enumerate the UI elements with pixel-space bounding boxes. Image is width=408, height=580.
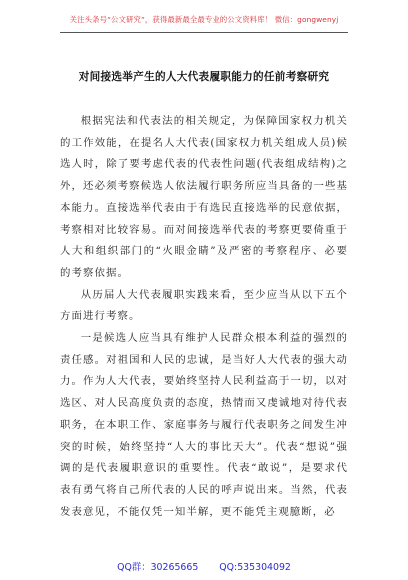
paragraph-point-one: 一是候选人应当具有维护人民群众根本利益的强烈的责任感。对祖国和人民的忠诚，是当好人大代表的强大动力。作为人大代表，要始终坚持人民利益高于一切，以对选区、对人民高度负责的态度，热情而又虔诚地对待代表职务，在本职工作、家庭事务与履行代表职务之间发生冲突的时候，始终坚持“人大的事比天大”。代表“想说”强调的是代表履职意识的重要性。代表“敢说”，是要求代表有勇气将自己所代表的人民的呼声说出来。当然，代表发表意见，不能仅凭一知半解，更不能凭主观臆断，必 <box>60 332 348 518</box>
header-divider <box>60 32 348 33</box>
document-body <box>60 111 348 523</box>
footer-qq: QQ:535304092 <box>219 562 291 573</box>
footer-qq-group: QQ群：30265665 <box>117 562 199 573</box>
paragraph-intro: 根据宪法和代表法的相关规定，为保障国家权力机关的工作效能，在提名人大代表(国家权力机关组成人员)候选人时，除了要考虑代表的代表性问题(代表组成结构)之外，还必须考察候选人依法履行职务所应当具备的一些基本能力。直接选举代表由于有选民直接选举的民意依据，考察相对比较容易。而对间接选举代表的考察更要倚重于人大和组织部门的“火眼金睛”及严密的考察程序、必要的考察依据。 <box>60 115 348 279</box>
footer-contact <box>0 559 408 573</box>
paragraph-overview: 从历届人大代表履职实践来看，至少应当从以下五个方面进行考察。 <box>60 288 348 323</box>
document-title: 对间接选举产生的人大代表履职能力的任前考察研究 <box>78 71 330 83</box>
header-banner: 关注头条号“公文研究”，获得最新最全最专业的公文资料库！ 微信：gongwenyj <box>69 15 339 24</box>
